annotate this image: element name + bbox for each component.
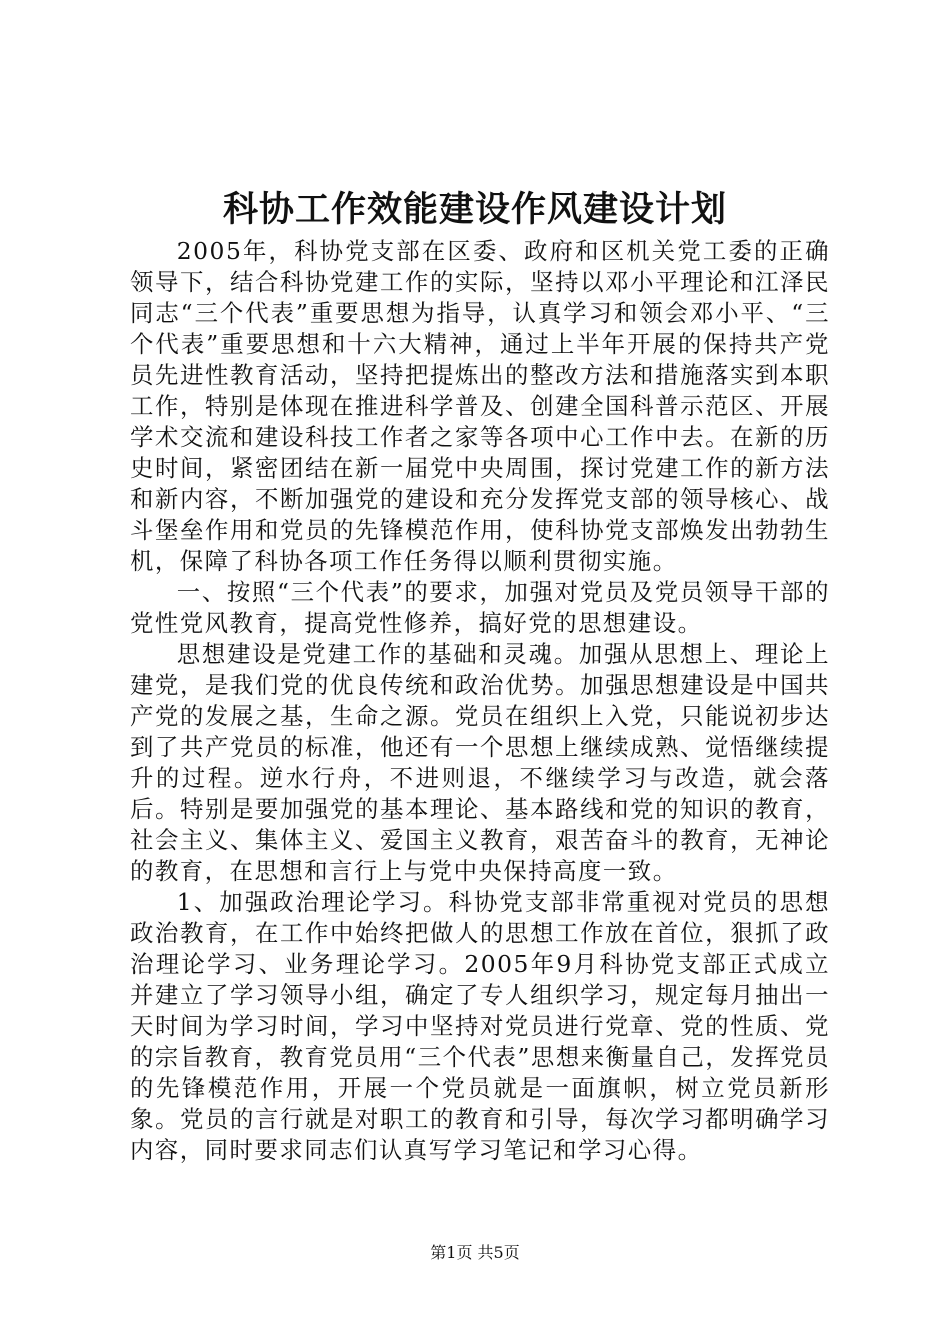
paragraph-political-theory-study: 1、加强政治理论学习。科协党支部非常重视对党员的思想政治教育，在工作中始终把做人的思想工作放在首位，狠抓了政治理论学习、业务理论学习。2005年9月科协党支部正式成立并建立了学习领导小组，确定了专人组织学习，规定每月抽出一天时间为学习时间，学习中坚持对党员进行党章、党的性质、党的宗旨教育，教育党员用“三个代表”思想来衡量自己，发挥党员的先锋模范作用，开展一个党员就是一面旗帜，树立党员新形象。党员的言行就是对职工的教育和引导，每次学习都明确学习内容，同时要求同志们认真写学习笔记和学习心得。 (130, 888, 830, 1164)
paragraph-ideological-building: 思想建设是党建工作的基础和灵魂。加强从思想上、理论上建党，是我们党的优良传统和政治优势。加强思想建设是中国共产党的发展之基，生命之源。党员在组织上入党，只能说初步达到了共产党员的标准，他还有一个思想上继续成熟、觉悟继续提升的过程。逆水行舟，不进则退，不继续学习与改造，就会落后。特别是要加强党的基本理论、基本路线和党的知识的教育，社会主义、集体主义、爱国主义教育，艰苦奋斗的教育，无神论的教育，在思想和言行上与党中央保持高度一致。 (130, 640, 830, 885)
document-title: 科协工作效能建设作风建设计划 (222, 189, 727, 230)
page-footer: 第1页 共5页 (430, 1243, 520, 1262)
document-body (130, 236, 830, 1166)
paragraph-intro: 2005年，科协党支部在区委、政府和区机关党工委的正确领导下，结合科协党建工作的实际，坚持以邓小平理论和江泽民同志“三个代表”重要思想为指导，认真学习和领会邓小平、“三个代表”重要思想和十六大精神，通过上半年开展的保持共产党员先进性教育活动，坚持把提炼出的整改方法和措施落实到本职工作，特别是体现在推进科学普及、创建全国科普示范区、开展学术交流和建设科技工作者之家等各项中心工作中去。在新的历史时间，紧密团结在新一届党中央周围，探讨党建工作的新方法和新内容，不断加强党的建设和充分发挥党支部的领导核心、战斗堡垒作用和党员的先锋模范作用，使科协党支部焕发出勃勃生机，保障了科协各项工作任务得以顺利贯彻实施。 (130, 237, 830, 575)
paragraph-section-one-heading: 一、按照“三个代表”的要求，加强对党员及党员领导干部的党性党风教育，提高党性修养，搞好党的思想建设。 (130, 578, 830, 637)
